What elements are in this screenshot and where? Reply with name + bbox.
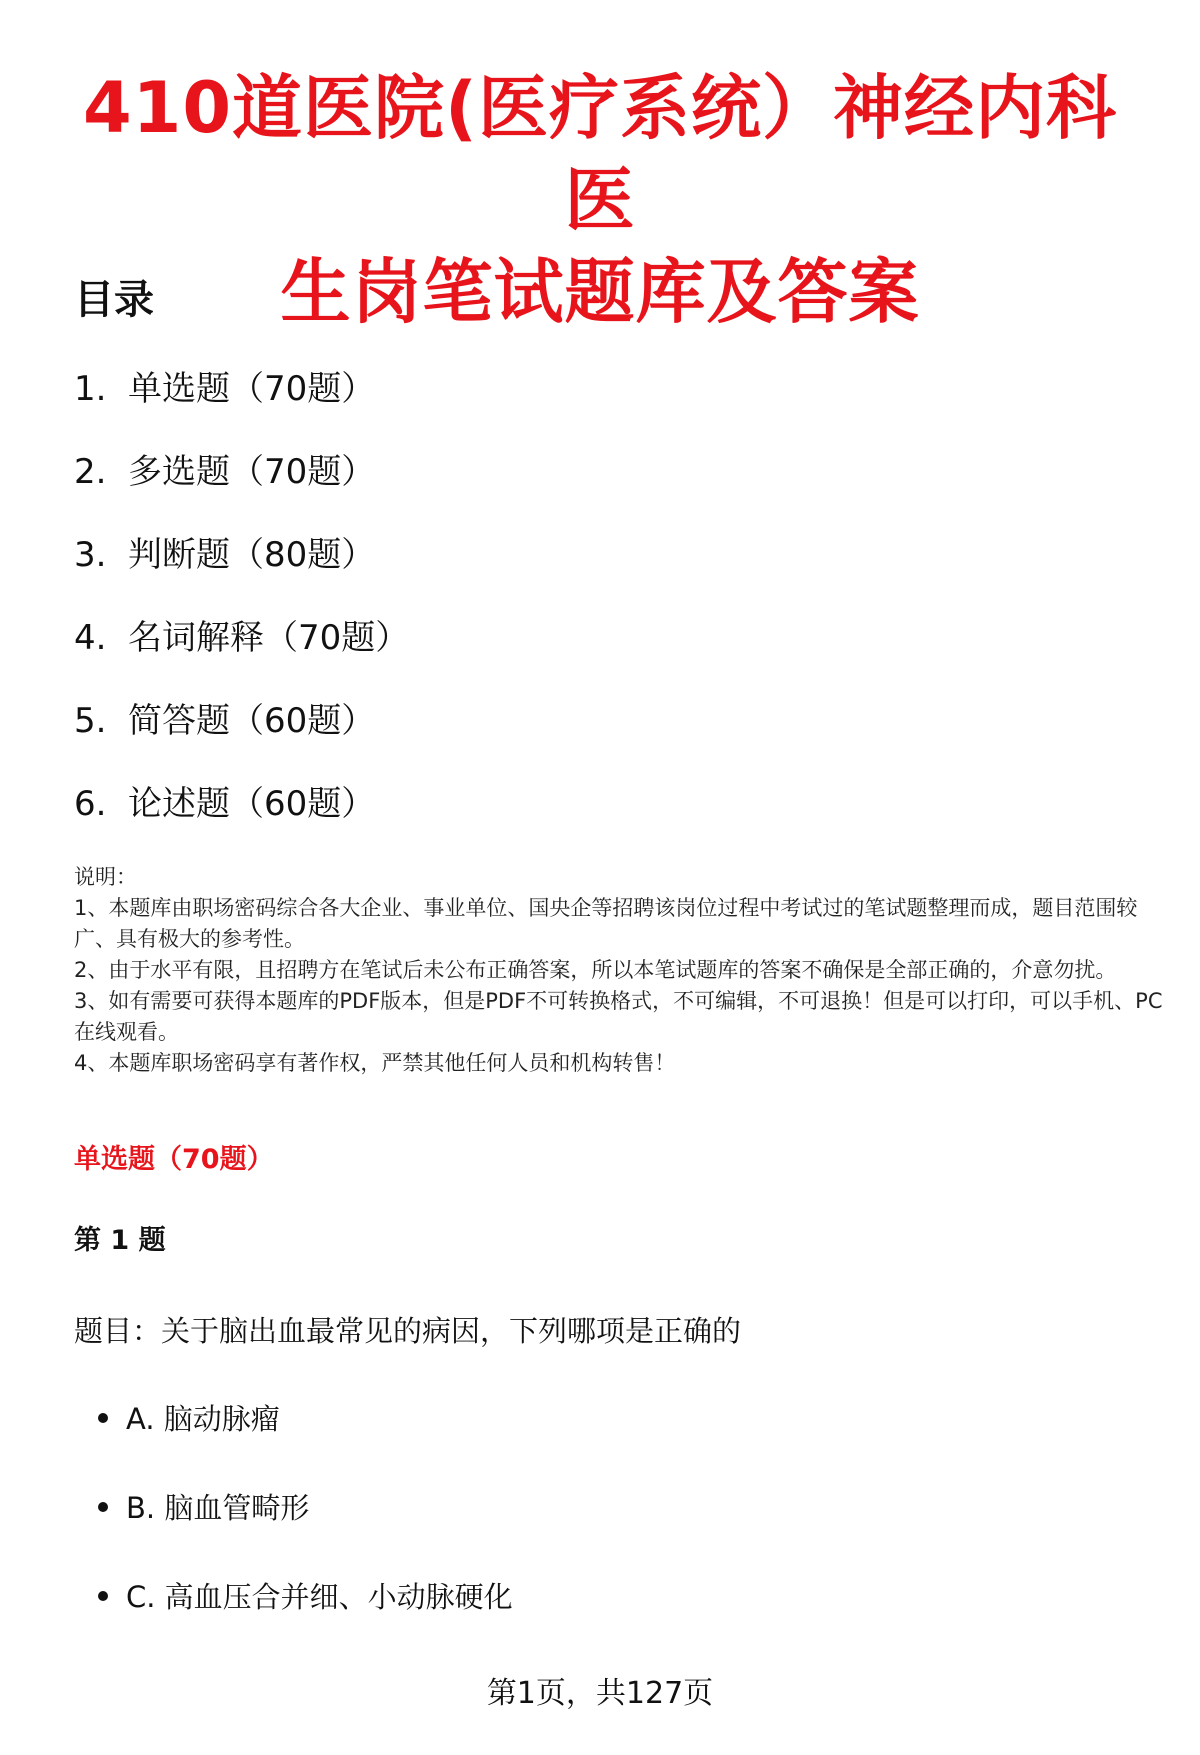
option-a [98,1397,513,1486]
bullet-icon [98,1591,108,1601]
toc-item-number: 6. [74,784,107,824]
toc-item-label: 论述题（60题） [128,784,376,824]
note-item: 1、本题库由职场密码综合各大企业、事业单位、国央企等招聘该岗位过程中考试过的笔试题整理而成，题目范围较广、具有极大的参考性。 [74,896,1138,951]
option-c [98,1575,513,1664]
table-of-contents [74,362,409,860]
toc-item-number: 1. [74,369,107,409]
option-list [98,1397,513,1664]
option-label: A. 脑动脉瘤 [126,1402,280,1436]
option-label: C. 高血压合并细、小动脉硬化 [126,1580,513,1614]
toc-item-number: 3. [74,535,107,575]
notes-heading: 说明： [74,865,137,889]
toc-item-number: 2. [74,452,107,492]
note-item: 4、本题库职场密码享有著作权，严禁其他任何人员和机构转售！ [74,1051,676,1075]
option-label: B. 脑血管畸形 [126,1491,310,1525]
note-item: 3、如有需要可获得本题库的PDF版本，但是PDF不可转换格式，不可编辑，不可退换！但是可以打印，可以手机、PC在线观看。 [74,989,1163,1044]
toc-item-term-definition [74,611,409,694]
note-item: 2、由于水平有限，且招聘方在笔试后未公布正确答案，所以本笔试题库的答案不确保是全部正确的，介意勿扰。 [74,958,1117,982]
question-stem: 题目：关于脑出血最常见的病因，下列哪项是正确的 [74,1314,742,1348]
bullet-icon [98,1502,108,1512]
toc-item-label: 判断题（80题） [128,535,376,575]
toc-item-multiple-choice [74,445,409,528]
section-heading: 单选题（70题） [74,1144,274,1175]
toc-item-essay [74,777,409,860]
question-number: 第 1 题 [74,1225,166,1256]
document-title [60,62,1140,338]
toc-item-label: 简答题（60题） [128,701,376,741]
notes-block [74,862,1164,1079]
document-title-line-2: 生岗笔试题库及答案 [280,251,920,333]
bullet-icon [98,1413,108,1423]
page-footer: 第1页，共127页 [486,1676,714,1711]
toc-heading: 目录 [74,277,154,323]
toc-item-label: 多选题（70题） [128,452,376,492]
toc-item-number: 5. [74,701,107,741]
document-title-line-1: 410道医院(医疗系统）神经内科医 [82,67,1118,241]
toc-item-label: 名词解释（70题） [128,618,410,658]
toc-item-single-choice [74,362,409,445]
toc-item-short-answer [74,694,409,777]
toc-item-label: 单选题（70题） [128,369,376,409]
toc-item-number: 4. [74,618,107,658]
toc-item-true-false [74,528,409,611]
option-b [98,1486,513,1575]
